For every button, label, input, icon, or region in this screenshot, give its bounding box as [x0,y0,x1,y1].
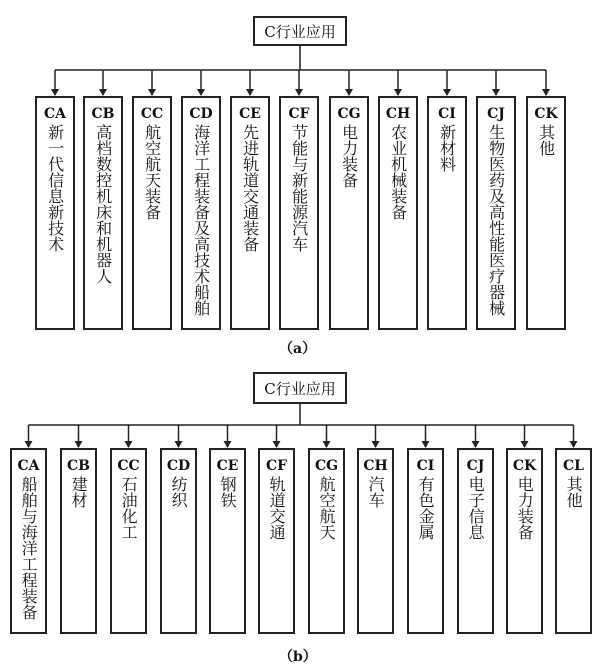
caption-b: （b） [279,649,317,665]
node-code: CA [17,458,40,474]
arrow-head-a [51,89,59,96]
node-ca [35,96,75,330]
arrow-head-b [273,441,281,448]
node-code: CD [166,458,191,474]
arrow-head-a [394,89,402,96]
node-code: CC [140,106,164,122]
arrow-head-b [570,441,578,448]
node-label: 电子信息 [466,476,486,540]
node-ch [357,448,394,634]
node-label: 建材 [69,476,89,508]
node-cd [181,96,221,330]
node-code: CB [67,458,90,474]
root-node-b: C行业应用 [253,372,347,404]
arrow-head-a [492,89,500,96]
node-label: 海洋工程装备及高技术船舶 [191,124,211,316]
arrow-head-b [472,441,480,448]
arrow-head-a [542,89,550,96]
node-ce [230,96,270,330]
arrow-head-b [323,441,331,448]
arrow-head-b [224,441,232,448]
node-cc [132,96,172,330]
node-code: CJ [487,106,505,122]
node-label: 纺织 [169,476,189,508]
node-label: 生物医药及高性能医疗器械 [486,124,506,316]
node-label: 航空航天 [317,476,337,540]
node-cb [60,448,97,634]
node-label: 有色金属 [416,476,436,540]
node-code: CH [363,458,388,474]
node-label: 电力装备 [339,124,359,188]
arrow-head-b [422,441,430,448]
node-label: 节能与新能源汽车 [289,124,309,252]
node-cf [258,448,295,634]
node-cj [476,96,516,330]
node-cf [279,96,319,330]
root-node-a: C行业应用 [253,16,347,46]
node-label: 先进轨道交通装备 [240,124,260,252]
node-label: 钢铁 [218,476,238,508]
node-label: 电力装备 [515,476,535,540]
node-ck [526,96,566,330]
arrow-head-b [372,441,380,448]
node-code: CI [416,458,435,474]
node-label: 其他 [536,124,556,156]
arrow-head-a [197,89,205,96]
node-code: CA [43,106,66,122]
node-code: CF [265,458,288,474]
node-code: CI [438,106,456,122]
node-label: 航空航天装备 [142,124,162,220]
node-ck [506,448,543,634]
node-label: 新材料 [437,124,457,172]
arrow-head-a [99,89,107,96]
node-code: CJ [466,458,485,474]
arrow-head-a [295,89,303,96]
arrow-head-b [25,441,33,448]
node-ch [378,96,418,330]
node-label: 其他 [564,476,584,508]
arrow-head-a [443,89,451,96]
arrow-head-b [75,441,83,448]
node-label: 高档数控机床和机器人 [93,124,113,284]
node-label: 船舶与海洋工程装备 [19,476,39,620]
node-cc [110,448,147,634]
arrow-head-a [246,89,254,96]
node-ce [209,448,246,634]
arrow-head-b [125,441,133,448]
node-code: CK [512,458,537,474]
node-label: 汽车 [366,476,386,508]
node-cl [555,448,592,634]
node-code: CC [117,458,140,474]
node-cj [457,448,494,634]
caption-a: （a） [279,341,317,357]
node-label: 石油化工 [119,476,139,540]
node-ci [427,96,467,330]
node-code: CK [534,106,558,122]
arrow-head-b [521,441,529,448]
arrow-head-a [148,89,156,96]
node-code: CF [288,106,310,122]
arrow-head-b [175,441,183,448]
node-cb [83,96,123,330]
node-code: CG [314,458,339,474]
node-cg [329,96,369,330]
node-code: CD [189,106,213,122]
node-code: CE [239,106,261,122]
node-cd [160,448,197,634]
node-label: 轨道交通 [267,476,287,540]
node-ca [10,448,47,634]
node-ci [407,448,444,634]
node-label: 新一代信息新技术 [45,124,65,252]
node-code: CB [91,106,115,122]
node-label: 农业机械装备 [388,124,408,220]
node-code: CG [337,106,361,122]
node-code: CH [385,106,411,122]
node-code: CE [216,458,239,474]
arrow-head-a [345,89,353,96]
node-code: CL [563,458,584,474]
node-cg [308,448,345,634]
